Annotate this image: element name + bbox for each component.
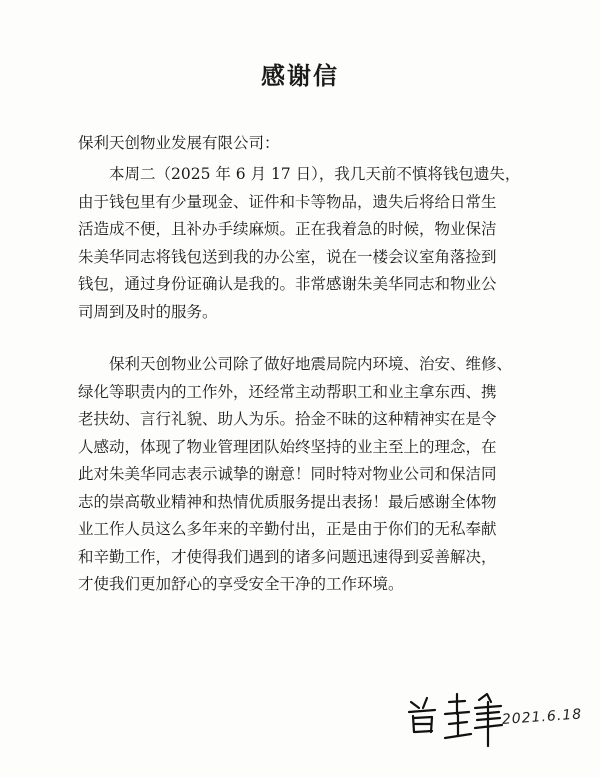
letter-title: 感谢信 <box>261 61 339 90</box>
paragraph-line: 司周到及时的服务。 <box>78 302 218 321</box>
paragraph-line: 人感动，体现了物业管理团队始终坚持的业主至上的理念，在 <box>78 437 497 456</box>
paragraph-line: 保利天创物业公司除了做好地震局院内环境、治安、维修、 <box>109 355 513 373</box>
paragraph-line: 由于钱包里有少量现金、证件和卡等物品，遗失后将给日常生 <box>78 192 497 211</box>
paragraph-line: 本周二（2025 年 6 月 17 日），我几天前不慎将钱包遗失， <box>109 165 521 183</box>
paragraph-line: 志的崇高敬业精神和热情优质服务提出表扬！最后感谢全体物 <box>78 492 497 511</box>
paragraph-line: 老扶幼、言行礼貌、助人为乐。拾金不昧的这种精神实在是令 <box>78 410 497 428</box>
paragraph-line: 朱美华同志将钱包送到我的办公室，说在一楼会议室角落捡到 <box>78 247 497 266</box>
handwritten-signature <box>405 688 505 748</box>
paragraph-line: 和辛勤工作，才使得我们遇到的诸多问题迅速得到妥善解决， <box>78 547 497 566</box>
paragraph-line: 钱包，通过身份证确认是我的。非常感谢朱美华同志和物业公 <box>78 275 497 293</box>
paragraph-line: 业工作人员这么多年来的辛勤付出，正是由于你们的无私奉献 <box>78 520 497 538</box>
paragraph-1 <box>78 161 578 326</box>
handwritten-date: 2021.6.18 <box>501 706 583 728</box>
paragraph-line: 才使我们更加舒心的享受安全干净的工作环境。 <box>78 575 404 593</box>
paragraph-line: 活造成不便，且补办手续麻烦。正在我着急的时候，物业保洁 <box>78 220 497 238</box>
paragraph-line: 此对朱美华同志表示诚挚的谢意！同时特对物业公司和保洁同 <box>78 465 497 483</box>
paragraph-line: 绿化等职责内的工作外，还经常主动帮职工和业主拿东西、携 <box>78 382 497 401</box>
salutation: 保利天创物业发展有限公司： <box>78 134 280 152</box>
paragraph-2 <box>78 351 578 599</box>
